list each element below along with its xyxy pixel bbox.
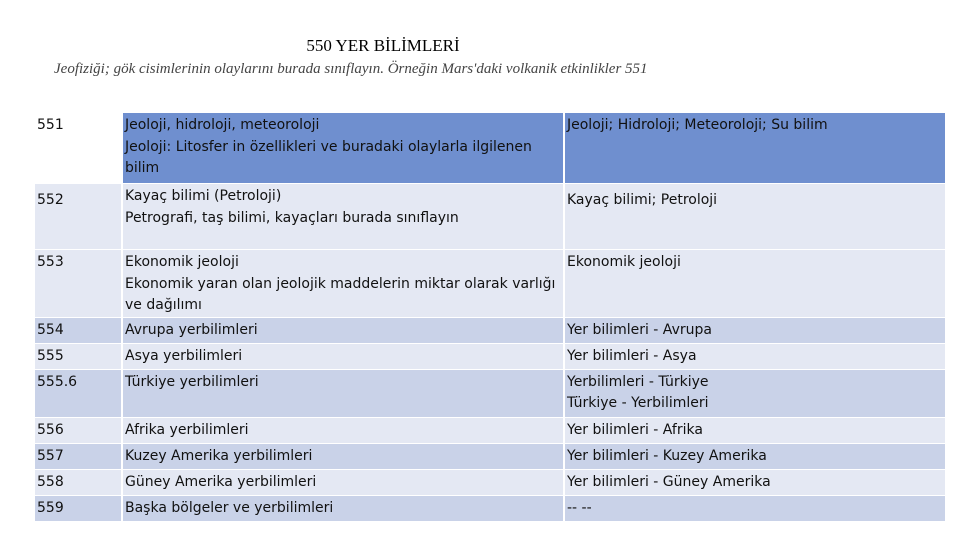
table-row [35,318,945,343]
table-row [35,418,945,443]
class-description: Güney Amerika yerbilimleri [123,470,563,495]
class-description: Kuzey Amerika yerbilimleri [123,444,563,469]
page-title: 550 YER BİLİMLERİ [306,36,460,55]
subject-terms: Yer bilimleri - Kuzey Amerika [565,444,945,469]
class-code: 558 [35,470,121,495]
table-row [35,344,945,369]
table-row [35,250,945,317]
class-description: Türkiye yerbilimleri [123,370,563,417]
class-description: Kayaç bilimi (Petroloji) Petrografi, taş bilimi, kayaçları burada sınıflayın [123,184,563,249]
class-description: Afrika yerbilimleri [123,418,563,443]
subject-terms: Yer bilimleri - Avrupa [565,318,945,343]
subject-terms: Jeoloji; Hidroloji; Meteoroloji; Su bilim [565,113,945,183]
class-code: 557 [35,444,121,469]
class-code: 552 [35,184,121,249]
subject-terms: Yer bilimleri - Asya [565,344,945,369]
class-code: 559 [35,496,121,521]
subject-terms: Kayaç bilimi; Petroloji [565,184,945,249]
class-description: Jeoloji, hidroloji, meteoroloji Jeoloji: Litosfer in özellikleri ve buradaki olaylarla ilgilenen bilim [123,113,563,183]
class-description: Avrupa yerbilimleri [123,318,563,343]
class-description: Asya yerbilimleri [123,344,563,369]
class-code: 553 [35,250,121,317]
table-row [35,496,945,521]
class-description: Başka bölgeler ve yerbilimleri [123,496,563,521]
table-row [35,444,945,469]
class-code: 551 [35,113,121,183]
table-row [35,184,945,249]
subject-terms: Yerbilimleri - Türkiye Türkiye - Yerbilimleri [565,370,945,417]
class-description: Ekonomik jeoloji Ekonomik yaran olan jeolojik maddelerin miktar olarak varlığı ve dağılımı [123,250,563,317]
subject-terms: Ekonomik jeoloji [565,250,945,317]
subject-terms: -- -- [565,496,945,521]
table-row [35,470,945,495]
subject-terms: Yer bilimleri - Güney Amerika [565,470,945,495]
class-code: 556 [35,418,121,443]
class-code: 555.6 [35,370,121,417]
table-row [35,113,945,183]
intro-note: Jeofiziği; gök cisimlerinin olaylarını burada sınıflayın. Örneğin Mars'daki volkanik etkinlikler 551 [54,61,648,77]
classification-table [33,112,947,522]
subject-terms: Yer bilimleri - Afrika [565,418,945,443]
class-code: 554 [35,318,121,343]
class-code: 555 [35,344,121,369]
table-row [35,370,945,417]
